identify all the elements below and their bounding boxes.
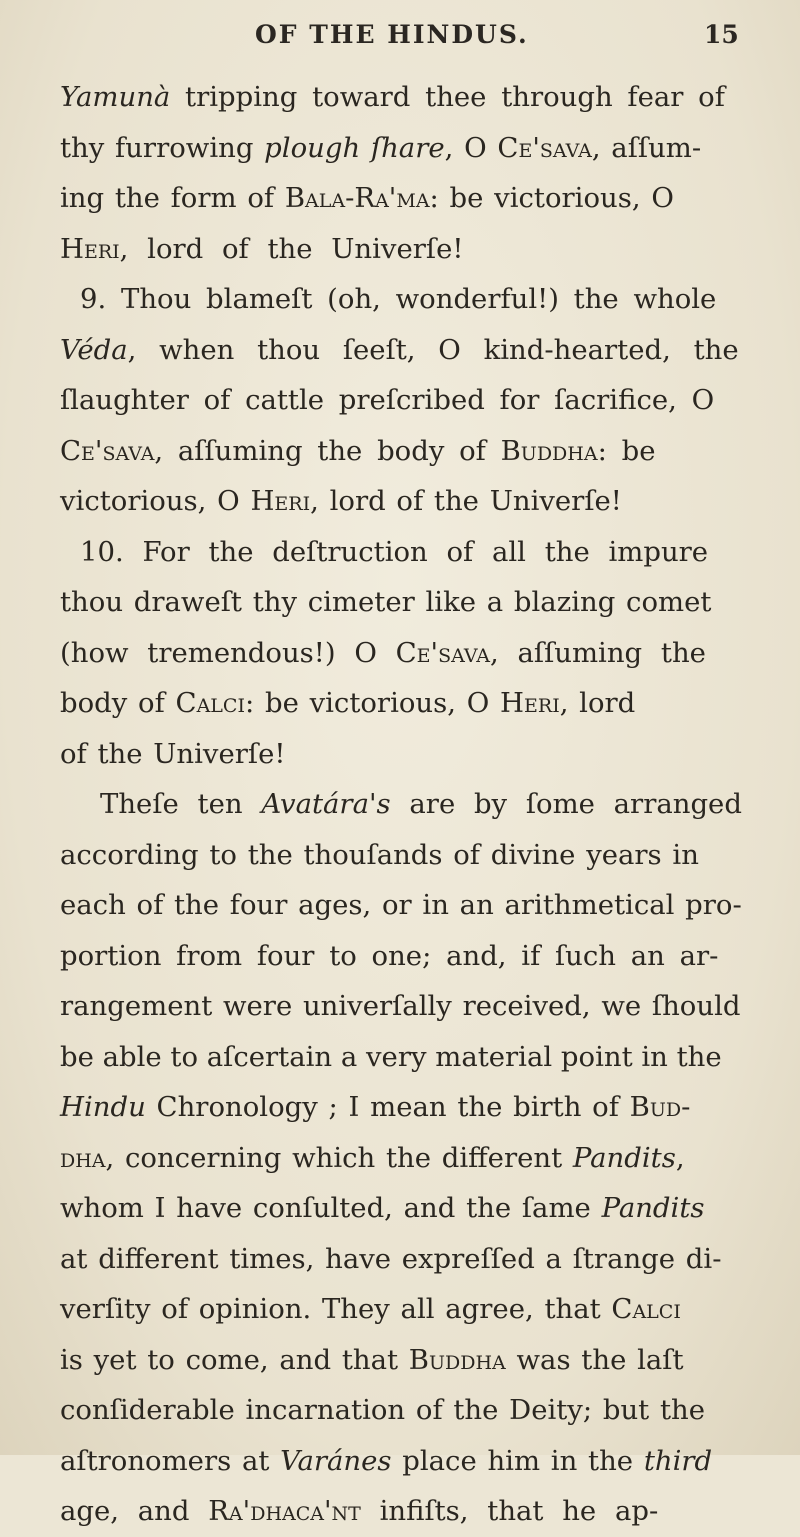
text-run: : be victorious, O [244, 687, 501, 719]
text-line [60, 426, 770, 477]
small-caps-name: Heri [500, 687, 560, 719]
text-line [60, 678, 770, 729]
italic-word: Hindu [60, 1091, 146, 1123]
text-line [60, 981, 770, 1032]
text-run: of the Univerſe! [60, 737, 286, 770]
italic-word: Yamunà [60, 81, 171, 113]
text-line [60, 375, 770, 426]
text-line [60, 1234, 770, 1285]
text-run: , aſſum- [591, 131, 702, 164]
text-line [60, 779, 770, 830]
text-line [60, 830, 770, 881]
text-run: age, and [60, 1495, 209, 1527]
small-caps-name: Ce'sava [60, 434, 155, 467]
italic-word: Véda [60, 333, 128, 366]
text-run: place him in the [391, 1444, 644, 1477]
text-line [60, 1032, 770, 1083]
text-line [60, 1385, 770, 1436]
text-run: thy furrowing [60, 131, 265, 164]
text-line [60, 173, 770, 224]
text-run: ing the form of [60, 182, 285, 214]
small-caps-name: dha [60, 1141, 106, 1174]
text-line [60, 325, 770, 376]
text-line [60, 1436, 770, 1487]
text-run: 9. Thou blameſt (oh, wonderful!) the whole [80, 283, 717, 315]
body-text [60, 72, 770, 1537]
text-run: portion from four to one; and, if ſuch an ar- [60, 939, 719, 972]
text-line [60, 476, 770, 527]
small-caps-name: Heri [250, 485, 311, 517]
small-caps-name: Ce'sava [497, 131, 592, 164]
text-run: , concerning which the different [105, 1141, 573, 1174]
text-line [60, 1335, 770, 1386]
text-run: 10. For the deſtruction of all the impure [80, 535, 709, 568]
text-line [60, 1183, 770, 1234]
text-run: tripping toward thee through fear of [170, 81, 725, 113]
text-run: , lord of the Univerſe! [119, 232, 464, 265]
text-line [60, 628, 770, 679]
text-line [60, 1284, 770, 1335]
text-run: , lord [559, 687, 636, 719]
text-line [60, 931, 770, 982]
text-run: , [675, 1141, 685, 1174]
small-caps-name: Calci [611, 1293, 681, 1325]
text-line [60, 224, 770, 275]
small-caps-name: Ce'sava [395, 636, 491, 669]
text-line [60, 123, 770, 174]
text-run: , O [444, 131, 498, 164]
text-line [60, 527, 770, 578]
text-run: Chronology ; I mean the birth of [145, 1091, 630, 1123]
small-caps-name: Bud- [629, 1091, 691, 1123]
text-line [60, 274, 770, 325]
text-line [60, 729, 770, 780]
small-caps-name: Buddha [500, 434, 598, 467]
text-run: aſtronomers at [60, 1444, 281, 1477]
text-line [60, 1133, 770, 1184]
page-number: 15 [704, 20, 739, 49]
text-run: thou draweſt thy cimeter like a blazing comet [60, 586, 712, 618]
text-run: infiſts, that he ap- [360, 1495, 659, 1527]
text-run: conſiderable incarnation of the Deity; but the [60, 1394, 705, 1426]
text-run: be able to aſcertain a very material point in the [60, 1040, 722, 1073]
small-caps-name: Ra'dhaca'nt [208, 1495, 361, 1527]
small-caps-name: Bala-Ra'ma [284, 182, 430, 214]
small-caps-name: Heri [60, 232, 120, 265]
text-run: victorious, O [60, 485, 251, 517]
text-run: is yet to come, and that [60, 1343, 409, 1376]
text-run: Theſe ten [100, 788, 262, 820]
italic-word: Pandits [572, 1141, 676, 1174]
text-run: body of [60, 687, 176, 719]
text-run: : be victorious, O [429, 182, 674, 214]
text-run: , aſſuming the [490, 636, 706, 669]
text-run: : be [597, 434, 656, 467]
text-line [60, 880, 770, 931]
text-run: according to the thouſands of divine years in [60, 838, 699, 871]
italic-word: Pandits [601, 1192, 705, 1224]
small-caps-name: Calci [175, 687, 245, 719]
text-run: verſity of opinion. They all agree, that [60, 1293, 612, 1325]
small-caps-name: Buddha [408, 1343, 506, 1376]
text-line [60, 577, 770, 628]
italic-word: ſhare [370, 131, 445, 164]
text-run: at different times, have expreſſed a ſtrange di- [60, 1242, 722, 1275]
text-line [60, 1486, 770, 1537]
italic-word: Avatára's [261, 788, 391, 820]
text-run: rangement were univerſally received, we ſhould [60, 990, 741, 1022]
text-run: , lord of the Univerſe! [310, 485, 622, 517]
text-line [60, 1082, 770, 1133]
italic-word: plough [264, 131, 371, 164]
text-run: each of the four ages, or in an arithmetical pro- [60, 889, 742, 921]
text-line [60, 72, 770, 123]
text-run: , aſſuming the body of [154, 434, 501, 467]
text-run: are by ſome arranged [390, 788, 742, 820]
text-run: (how tremendous!) O [60, 636, 396, 669]
text-run: ſlaughter of cattle preſcribed for ſacrifice, O [60, 384, 715, 416]
text-run: , when thou ſeeſt, O kind-hearted, the [127, 333, 739, 366]
text-run: whom I have conſulted, and the ſame [60, 1192, 602, 1224]
italic-word: Varánes [280, 1444, 392, 1477]
running-head [0, 6, 800, 54]
running-title: OF THE HINDUS. [255, 20, 529, 49]
italic-word: third [643, 1444, 713, 1477]
text-run: was the laſt [505, 1343, 684, 1376]
